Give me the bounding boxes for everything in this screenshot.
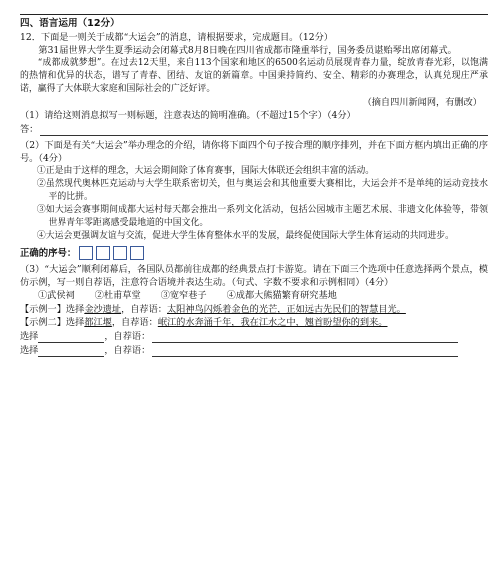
q1-answer-line[interactable] [20,122,488,136]
option-dufu: ②杜甫草堂 [94,290,141,301]
fill-line-1: 选择 ，自荐语： [20,329,488,343]
q2-sentence-1: ①正是由于这样的理念，大运会期间除了体育赛事，国际大体联还会组织丰富的活动。 [36,166,375,176]
fill-place-2[interactable] [38,345,104,357]
q3-prompt: （3）“大运会”顺利闭幕后，各国队员都前往成都的经典景点打卡游览。请在下面三个选项中任意选择两个景点，模仿示例，写一则自荐语，注意符合语境并表达生动。（句式、字数不要求和示例相同）（4分） [20,264,488,288]
q1-prompt: （1）请给这则消息拟写一则标题，注意表达的简明准确。（不超过15个字）（4分） [20,110,356,121]
option-kuanzhai: ③宽窄巷子 [160,290,207,301]
section-title: 四、语言运用（12分） [20,18,120,29]
fill-slogan-1[interactable] [152,331,458,343]
fill-line-2: 选择 ，自荐语： [20,343,488,357]
fill-place-1[interactable] [38,331,104,343]
exam-page [20,14,488,357]
question-intro: 12．下面是一则关于成都“大运会”的消息，请根据要求，完成题目。（12分） [20,32,333,43]
q2-prompt: （2）下面是有关“大运会”举办理念的介绍，请你将下面四个句子按合理的顺序排列，并在下面方框内填出正确的序号。（4分） [20,140,488,164]
option-panda-base: ④成都大熊猫繁育研究基地 [226,290,337,301]
q1-answer-label: 答： [20,124,39,135]
example-2-slogan: 岷江的水奔涌千年，我在江水之中，翘首盼望你的到来。 [157,317,388,328]
order-label: 正确的序号： [20,247,77,259]
news-paragraph-2: “成都成就梦想”。在过去12天里，来自113个国家和地区的6500名运动员展现青春力量，绽放青春光彩，以饱满的热情和优异的状态，谱写了青春、团结、友谊的新篇章。中国秉持简约、安全、精彩的办赛理念，认真兑现庄严承诺，赢得了大体联大家庭和国际社会的广泛好评。 [20,58,488,94]
order-box-2[interactable] [96,246,110,260]
news-paragraph-1: 第31届世界大学生夏季运动会闭幕式8月8日晚在四川省成都市隆重举行，国务委员谌贻琴出席闭幕式。 [38,45,457,56]
order-answer-row [20,243,488,263]
news-source: （摘自四川新闻网，有删改） [362,97,482,108]
order-box-3[interactable] [113,246,127,260]
example-2: 【示例二】选择都江堰，自荐语：岷江的水奔涌千年，我在江水之中，翘首盼望你的到来。 [20,317,388,328]
fill-slogan-2[interactable] [152,345,458,357]
q1-answer-field[interactable] [40,124,488,136]
example-1-place: 金沙遗址 [84,304,122,315]
q3-options [20,289,488,303]
example-2-place: 都江堰 [84,317,112,328]
q2-sentence-2: ②虽然现代奥林匹克运动与大学生联系密切关，但与奥运会和其他重要大赛相比，大运会并不是单纯的运动竞技水平的比拼。 [36,179,488,202]
order-box-1[interactable] [79,246,93,260]
q2-sentence-3: ③如大运会赛事期间成都大运村每天都会推出一系列文化活动，包括公园城市主题艺术展、非遗文化体验等，带领世界青年零距离感受最地道的中国文化。 [36,205,488,228]
option-wuhou: ①武侯祠 [38,290,75,301]
top-rule [20,14,488,15]
example-1: 【示例一】选择金沙遗址，自荐语：太阳神鸟闪烁着金色的光芒，正如远古先民们的智慧目光。 [20,304,406,315]
q2-sentence-4: ④大运会更强调友谊与交流，促进大学生体育整体水平的发展，最终促使国际大学生体育运动的共同进步。 [36,231,455,241]
order-box-4[interactable] [130,246,144,260]
example-1-slogan: 太阳神鸟闪烁着金色的光芒，正如远古先民们的智慧目光。 [167,304,406,315]
